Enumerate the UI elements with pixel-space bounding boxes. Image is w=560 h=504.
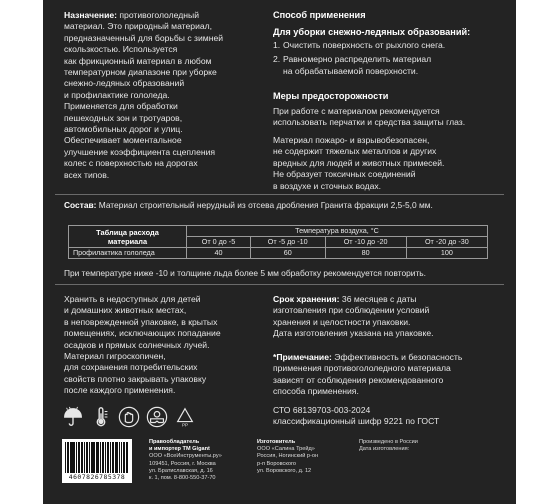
- origin-info: Произведено в России Дата изготовления:: [359, 439, 418, 453]
- barcode-bar: [113, 442, 114, 473]
- svg-text:PP: PP: [181, 422, 189, 428]
- usage-item-2: 2. Равномерно распределить материал на обрабатываемой поверхности.: [273, 54, 432, 76]
- precautions-title: Меры предосторожности: [273, 91, 389, 101]
- purpose-lines: материал. Это природный материал, предназначенный для борьбы с зимней скользкостью. Используется как фрикционный материал в любом температурном диапазоне при уборке снежно-ледяных образований и профилактике гололеда. Применяется для обработки пешеходных зон и тротуаров, автомобильных дорог и улиц. Обеспечивает моментальное улучшение коэффициента сцепления колес с поверхностью на дорогах всех типов.: [64, 21, 224, 180]
- barcode-bar: [93, 442, 94, 473]
- product-label: [43, 0, 516, 504]
- composition-text: Состав: Материал строительный нерудный из отсева дробления Гранита фракции 2,5-5,0 мм.: [64, 200, 433, 210]
- table-header-temperature: Температура воздуха, °C: [187, 226, 488, 237]
- standard-code: СТО 68139703-003-2024 классификационный шифр 9221 по ГОСТ: [273, 405, 440, 427]
- purpose-label: Назначение:: [64, 10, 118, 20]
- thermometer-icon: [90, 405, 112, 429]
- shelf-life: Срок хранения: 36 месяцев с даты изготовления при соблюдении условий хранения и целостности упаковки. Дата изготовления указана на упаковке.: [273, 294, 434, 339]
- precautions-text-1: При работе с материалом рекомендуется использовать перчатки и средства защиты глаз.: [273, 106, 466, 128]
- table-row-ranges: От 0 до -5 От -5 до -10 От -10 до -20 От -20 до -30: [69, 237, 488, 248]
- umbrella-icon: [62, 405, 84, 429]
- barcode: [62, 439, 132, 483]
- barcode-bar: [84, 442, 85, 473]
- goggles-icon: [146, 405, 168, 429]
- usage-subtitle: Для уборки снежно-ледяных образований:: [273, 27, 471, 37]
- divider-top: [55, 194, 504, 195]
- storage-conditions: Хранить в недоступных для детей и домашних животных местах, в неповрежденной упаковке, в крытых помещениях, исключающих попадание осадков и прямых солнечных лучей. Материал гигроскопичен, для сохранения потребительских свойств плотно закрывать упаковку после каждого применения.: [64, 294, 221, 396]
- usage-list: [273, 40, 508, 77]
- temperature-note: При температуре ниже -10 и толщине льда более 5 мм обработку рекомендуется повторить.: [64, 268, 426, 278]
- barcode-number: 4607826785378: [68, 473, 126, 481]
- precautions-text-2: Материал пожаро- и взрывобезопасен, не содержит тяжелых металлов и других вредных для людей и животных примесей. Не образует токсичных соединений в воздухе и сточных водах.: [273, 135, 445, 191]
- recycle-pp-icon: [174, 405, 196, 429]
- pictogram-row: [62, 405, 196, 429]
- importer-info: Правообладатель и импортер ТМ Gigant ООО «ВсеИнструменты.ру» 109451, Россия, г. Москва ул. Братиславская, д. 16 к. 1, пом. 8-800-550-37-70: [149, 439, 222, 482]
- divider-middle: [55, 284, 504, 285]
- consumption-table: [68, 225, 488, 259]
- barcode-bar: [108, 442, 109, 473]
- usage-item-1: 1. Очистить поверхность от рыхлого снега.: [273, 40, 446, 50]
- gloves-icon: [118, 405, 140, 429]
- barcode-bar: [103, 442, 104, 473]
- barcode-bar: [98, 442, 99, 473]
- usage-title: Способ применения: [273, 10, 366, 20]
- manufacturer-info: Изготовитель ООО «Салина Трейд» Россия, Ногинский р-он р-п Воровского ул. Воровского, д. 12: [257, 439, 319, 474]
- table-row: Профилактика гололеда 40 60 80 100: [69, 248, 488, 259]
- note: *Примечание: Эффективность и безопасность применения противогололедного материала зависят от соблюдения рекомендованного способа применения.: [273, 352, 463, 397]
- table-header-left: Таблица расхода материала: [69, 226, 187, 248]
- purpose-block: Назначение: противогололедный материал. Это природный материал, предназначенный для борьбы с зимней скользкостью. Используется как фрикционный материал в любом температурном диапазоне при уборке снежно-ледяных образований и профилактике гололеда. Применяется для обработки пешеходных зон и тротуаров, автомобильных дорог и улиц. Обеспечивает моментальное улучшение коэффициента сцепления колес с поверхностью на дорогах всех типов.: [64, 10, 264, 181]
